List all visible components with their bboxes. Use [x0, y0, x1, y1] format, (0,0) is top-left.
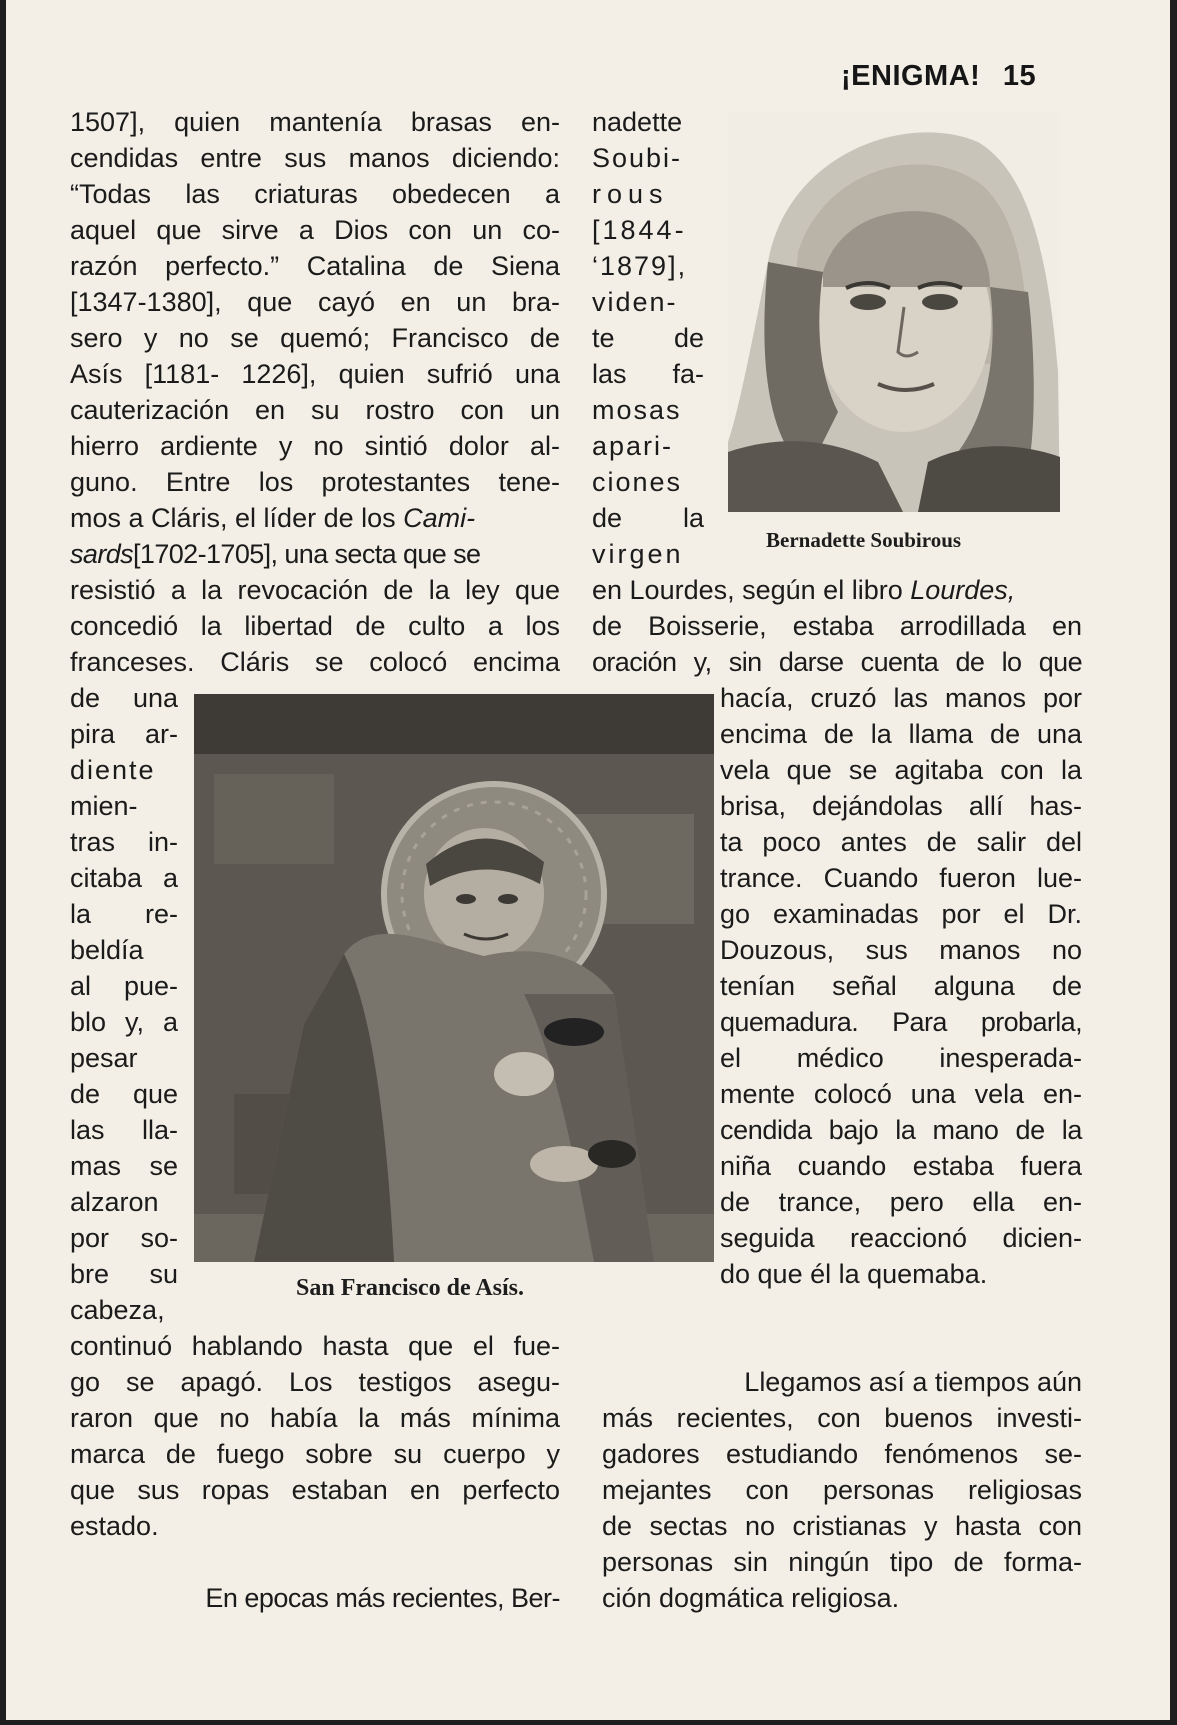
text-line: do que él la quemaba.	[720, 1259, 988, 1289]
text-line: cendidas entre sus manos diciendo:	[70, 143, 560, 173]
text-line: pesar	[70, 1043, 138, 1073]
text-line: gadores estudiando fenómenos se-	[602, 1439, 1082, 1469]
text-line: raron que no había la más mínima	[70, 1403, 560, 1433]
text-line: personas sin ningún tipo de forma-	[602, 1547, 1082, 1577]
text-line	[70, 536, 560, 572]
text-line: estado.	[70, 1511, 159, 1541]
portrait-image-icon	[728, 112, 1060, 512]
text-line: la re-	[70, 899, 178, 929]
text-line: encima de la llama de una	[720, 719, 1082, 749]
text-line: Llegamos así a tiempos aún	[744, 1367, 1082, 1397]
text-line: Asís [1181- 1226], quien sufrió una	[70, 359, 560, 389]
text-line: te de	[592, 323, 704, 353]
text-line: cabeza,	[70, 1295, 165, 1325]
text-line: de trance, pero ella en-	[720, 1187, 1082, 1217]
text-line: concedió la libertad de culto a los	[70, 611, 560, 641]
text-line: bre su	[70, 1259, 178, 1289]
text-line: hierro ardiente y no sintió dolor al-	[70, 431, 560, 461]
text-line: Soubi-	[592, 143, 683, 173]
text-segment: mos a Cláris, el líder de los	[70, 503, 396, 533]
text-line: ‘1879],	[592, 251, 688, 281]
text-line: tras in-	[70, 827, 178, 857]
text-line: alzaron	[70, 1187, 159, 1217]
text-line: resistió a la revocación de la ley que	[70, 575, 560, 605]
text-line: “Todas las criaturas obedecen a	[70, 179, 560, 209]
italic-term: sards	[70, 539, 134, 569]
bernadette-portrait	[728, 112, 1060, 512]
text-line: de la	[592, 503, 704, 533]
text-line: cauterización en su rostro con un	[70, 395, 560, 425]
text-line: mente colocó una vela en-	[720, 1079, 1082, 1109]
text-line: vela que se agitaba con la	[720, 755, 1082, 785]
text-line: diente	[70, 755, 156, 785]
page-header	[841, 60, 1036, 93]
text-line: virgen	[592, 539, 684, 569]
bernadette-caption: Bernadette Soubirous	[766, 528, 962, 552]
text-line: seguida reaccionó dicien-	[720, 1223, 1082, 1253]
text-line: ciones	[592, 467, 683, 497]
text-line: pira ar-	[70, 719, 178, 749]
fresco-image-icon	[194, 694, 714, 1262]
text-line: ción dogmática religiosa.	[602, 1583, 900, 1613]
text-line: mien-	[70, 791, 138, 821]
text-line: continuó hablando hasta que el fue-	[70, 1331, 560, 1361]
text-line: mejantes con personas religiosas	[602, 1475, 1082, 1505]
text-line: más recientes, con buenos investi-	[602, 1403, 1082, 1433]
francisco-image	[194, 694, 714, 1262]
text-line: apari-	[592, 431, 674, 461]
text-line: tenían señal alguna de	[720, 971, 1082, 1001]
text-line: por so-	[70, 1223, 178, 1253]
magazine-title: ¡ENIGMA!	[841, 60, 981, 92]
text-line: beldía	[70, 935, 144, 965]
text-line: que sus ropas estaban en perfecto	[70, 1475, 560, 1505]
text-line: razón perfecto.” Catalina de Siena	[70, 251, 560, 281]
text-line: [1347-1380], que cayó en un bra-	[70, 287, 560, 317]
text-line: cendida bajo la mano de la	[720, 1115, 1082, 1145]
text-line: nadette	[592, 107, 683, 137]
text-segment: en Lourdes, según el libro	[592, 575, 903, 605]
text-line: mas se	[70, 1151, 178, 1181]
magazine-page	[6, 0, 1170, 1720]
text-line: aquel que sirve a Dios con un co-	[70, 215, 560, 245]
text-line: [1844-	[592, 215, 687, 245]
page-number: 15	[1002, 60, 1037, 92]
text-line	[592, 572, 1082, 608]
text-line: sero y no se quemó; Francisco de	[70, 323, 560, 353]
text-line: go se apagó. Los testigos asegu-	[70, 1367, 560, 1397]
text-line: marca de fuego sobre su cuerpo y	[70, 1439, 560, 1469]
text-line: brisa, dejándolas allí has-	[720, 791, 1082, 821]
text-segment: [1702-1705], una secta que se	[133, 539, 481, 569]
text-line: de una	[70, 683, 178, 713]
francisco-caption: San Francisco de Asís.	[296, 1275, 525, 1301]
text-line: el médico inesperada-	[720, 1043, 1082, 1073]
text-line: go examinadas por el Dr.	[720, 899, 1082, 929]
text-line: blo y, a	[70, 1007, 178, 1037]
text-line: niña cuando estaba fuera	[720, 1151, 1082, 1181]
italic-term: Lourdes,	[910, 575, 1016, 605]
text-line: En epocas más recientes, Ber-	[205, 1583, 560, 1613]
text-line: quemadura. Para probarla,	[720, 1007, 1082, 1037]
text-line: mosas	[592, 395, 682, 425]
italic-term: Cami-	[403, 503, 476, 533]
text-line: rous	[592, 179, 669, 209]
text-line: citaba a	[70, 863, 178, 893]
text-line: de que	[70, 1079, 178, 1109]
text-line: trance. Cuando fueron lue-	[720, 863, 1082, 893]
text-line: oración y, sin darse cuenta de lo que	[592, 647, 1082, 677]
text-line: ta poco antes de salir del	[720, 827, 1082, 857]
text-line: al pue-	[70, 971, 178, 1001]
text-line: Douzous, sus manos no	[720, 935, 1082, 965]
text-line: viden-	[592, 287, 678, 317]
text-line: de sectas no cristianas y hasta con	[602, 1511, 1082, 1541]
text-line: 1507], quien mantenía brasas en-	[70, 107, 560, 137]
text-line: franceses. Cláris se colocó encima	[70, 647, 560, 677]
text-line: de Boisserie, estaba arrodillada en	[592, 611, 1082, 641]
text-line: guno. Entre los protestantes tene-	[70, 467, 560, 497]
text-line: las lla-	[70, 1115, 178, 1145]
text-line: las fa-	[592, 359, 704, 389]
text-line: hacía, cruzó las manos por	[720, 683, 1082, 713]
text-line	[70, 500, 560, 536]
